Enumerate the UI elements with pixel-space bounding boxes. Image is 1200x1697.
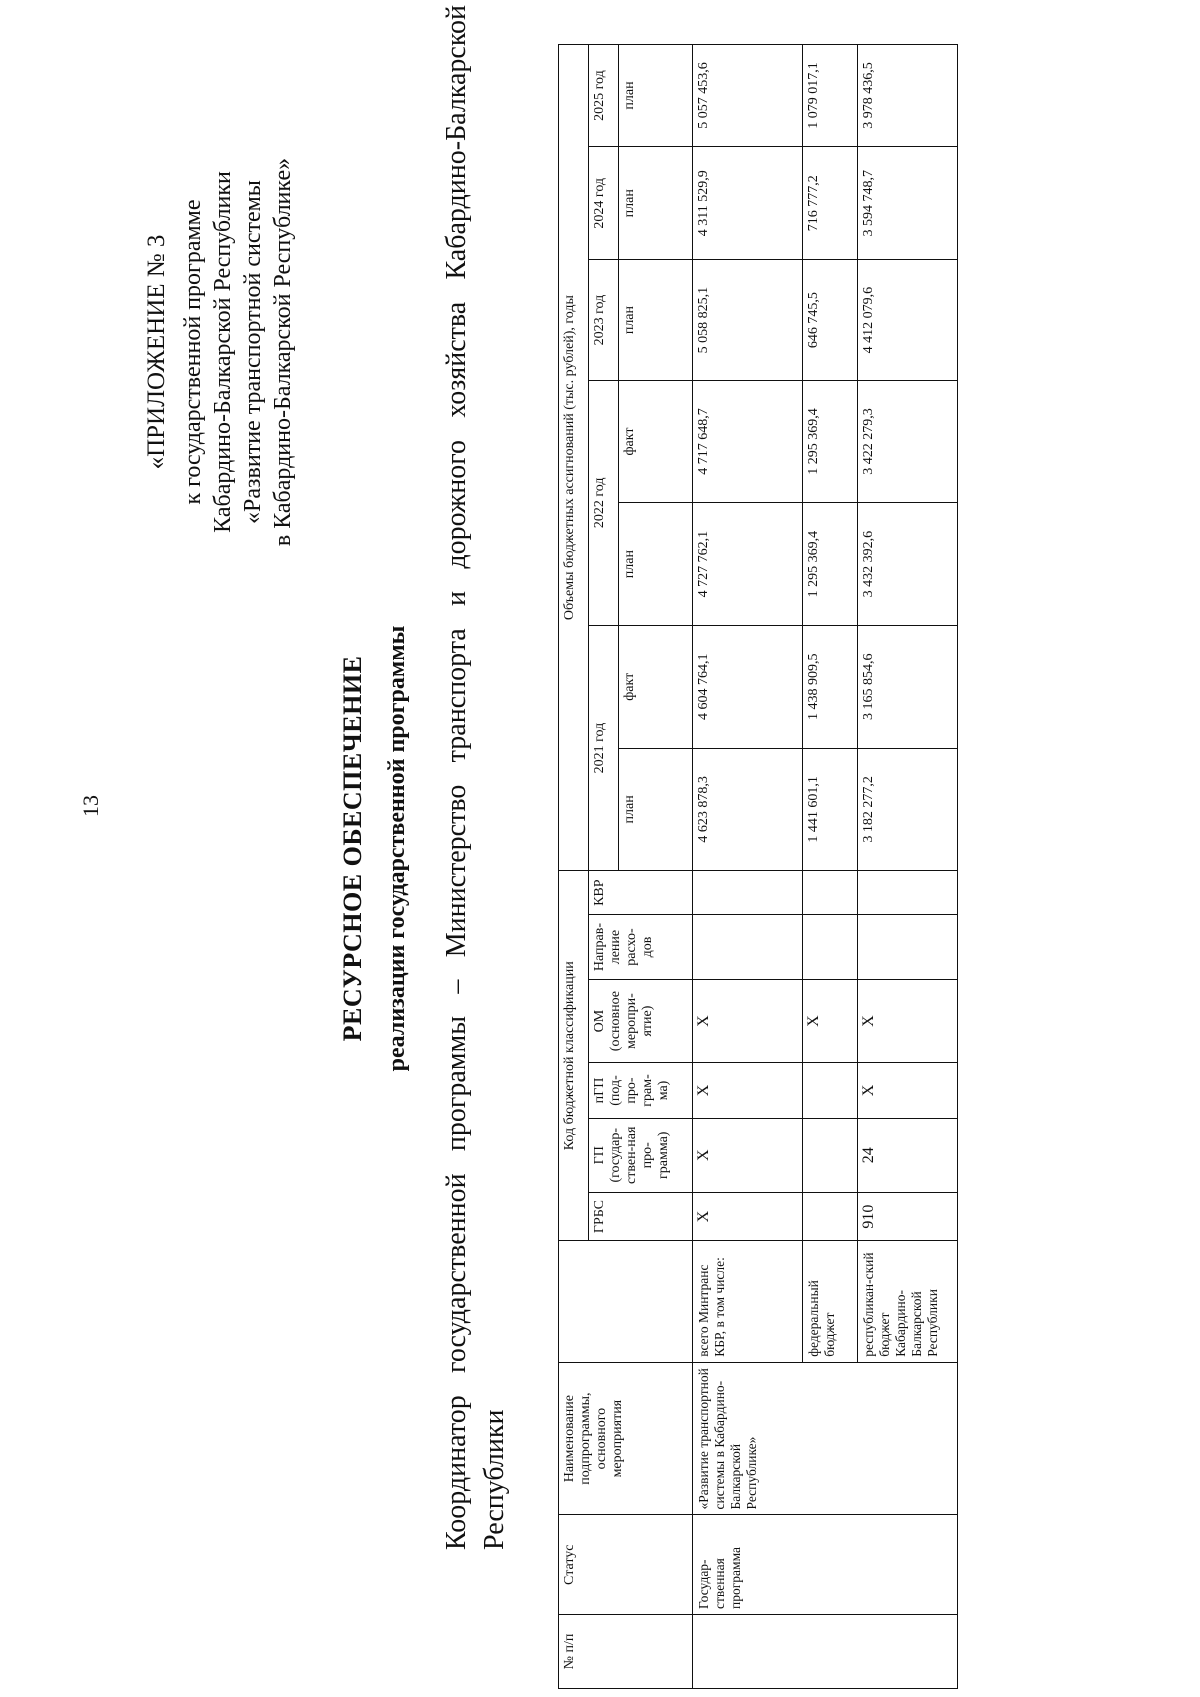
cell-direction <box>803 915 858 980</box>
coordinator-text: Координатор государственной программы – Министерство транспорта и дорожного хозяйства Кабардино-Балкарской Республики <box>441 5 510 1550</box>
cell-plan-2022: 4 727 762,1 <box>693 503 803 626</box>
cell-fact-2022: 3 422 279,3 <box>858 380 958 503</box>
header-kvr: КВР <box>589 871 693 915</box>
cell-program-name: «Развитие транспортной системы в Кабардино-Балкарской Республике» <box>693 1362 958 1515</box>
resource-table <box>558 44 958 1689</box>
cell-source: всего Минтранс КБР, в том числе: <box>693 1241 803 1362</box>
appendix-line: в Кабардино-Балкарской Республике» <box>270 157 296 547</box>
cell-fact-2021: 1 438 909,5 <box>803 625 858 748</box>
cell-plan-2025: 5 057 453,6 <box>693 45 803 147</box>
header-plan: план <box>619 147 693 260</box>
cell-plan-2025: 1 079 017,1 <box>803 45 858 147</box>
page-number: 13 <box>78 795 103 817</box>
cell-kvr <box>693 871 803 915</box>
cell-plan-2021: 1 441 601,1 <box>803 748 858 871</box>
header-year-2022: 2022 год <box>589 380 619 625</box>
header-plan: план <box>619 45 693 147</box>
header-num: № п/п <box>559 1614 693 1688</box>
cell-om: Х <box>803 979 858 1062</box>
appendix-line: Кабардино-Балкарской Республики <box>210 171 236 533</box>
cell-fact-2021: 4 604 764,1 <box>693 625 803 748</box>
cell-kvr <box>803 871 858 915</box>
cell-pgp: Х <box>858 1063 958 1119</box>
header-gp: ГП (государ-ствен-ная про-грамма) <box>589 1118 693 1192</box>
cell-status: Государ-ственная программа <box>693 1515 958 1614</box>
cell-plan-2024: 4 311 529,9 <box>693 147 803 260</box>
header-budget-code: Код бюджетной классификации <box>559 871 589 1241</box>
header-pgp: пГП (под-про-грам-ма) <box>589 1063 693 1119</box>
document-subtitle: реализации государственной программы <box>384 625 410 1072</box>
cell-fact-2021: 3 165 854,6 <box>858 625 958 748</box>
cell-fact-2022: 1 295 369,4 <box>803 380 858 503</box>
header-direction: Направ-ление расхо-дов <box>589 915 693 980</box>
appendix-block <box>142 127 298 577</box>
cell-plan-2021: 4 623 878,3 <box>693 748 803 871</box>
header-year-2025: 2025 год <box>589 45 619 147</box>
cell-source: республикан-ский бюджет Кабардино-Балкарской Республики <box>858 1241 958 1362</box>
header-status: Статус <box>559 1515 693 1614</box>
document-title: РЕСУРСНОЕ ОБЕСПЕЧЕНИЕ <box>338 655 367 1042</box>
cell-plan-2025: 3 978 436,5 <box>858 45 958 147</box>
cell-plan-2023: 4 412 079,6 <box>858 260 958 380</box>
cell-num <box>693 1614 958 1688</box>
header-fact: факт <box>619 380 693 503</box>
header-source <box>559 1241 693 1362</box>
table-header-row <box>559 45 589 1689</box>
cell-om: Х <box>858 979 958 1062</box>
header-plan: план <box>619 260 693 380</box>
header-plan: план <box>619 748 693 871</box>
cell-direction <box>693 915 803 980</box>
header-year-2021: 2021 год <box>589 625 619 870</box>
header-fact: факт <box>619 625 693 748</box>
cell-pgp <box>803 1063 858 1119</box>
header-year-2024: 2024 год <box>589 147 619 260</box>
header-year-2023: 2023 год <box>589 260 619 380</box>
header-name: Наименование подпрограммы, основного мероприятия <box>559 1362 693 1515</box>
cell-gp <box>803 1118 858 1192</box>
appendix-line: «Развитие транспортной системы <box>240 180 266 524</box>
cell-kvr <box>858 871 958 915</box>
cell-plan-2022: 1 295 369,4 <box>803 503 858 626</box>
header-volumes: Объемы бюджетных ассигнований (тыс. рублей), годы <box>559 45 589 871</box>
cell-plan-2023: 646 745,5 <box>803 260 858 380</box>
cell-plan-2022: 3 432 392,6 <box>858 503 958 626</box>
cell-pgp: Х <box>693 1063 803 1119</box>
appendix-title: «ПРИЛОЖЕНИЕ № 3 <box>143 234 170 470</box>
cell-grbs <box>803 1192 858 1241</box>
cell-grbs: 910 <box>858 1192 958 1241</box>
appendix-line: к государственной программе <box>180 199 206 505</box>
cell-plan-2024: 716 777,2 <box>803 147 858 260</box>
header-grbs: ГРБС <box>589 1192 693 1241</box>
cell-gp: Х <box>693 1118 803 1192</box>
cell-plan-2021: 3 182 277,2 <box>858 748 958 871</box>
cell-plan-2023: 5 058 825,1 <box>693 260 803 380</box>
cell-gp: 24 <box>858 1118 958 1192</box>
cell-fact-2022: 4 717 648,7 <box>693 380 803 503</box>
table-row <box>693 45 803 1689</box>
cell-plan-2024: 3 594 748,7 <box>858 147 958 260</box>
cell-om: Х <box>693 979 803 1062</box>
header-plan: план <box>619 503 693 626</box>
cell-source: федеральный бюджет <box>803 1241 858 1362</box>
header-om: ОМ (основное меропри-ятие) <box>589 979 693 1062</box>
cell-direction <box>858 915 958 980</box>
cell-grbs: Х <box>693 1192 803 1241</box>
